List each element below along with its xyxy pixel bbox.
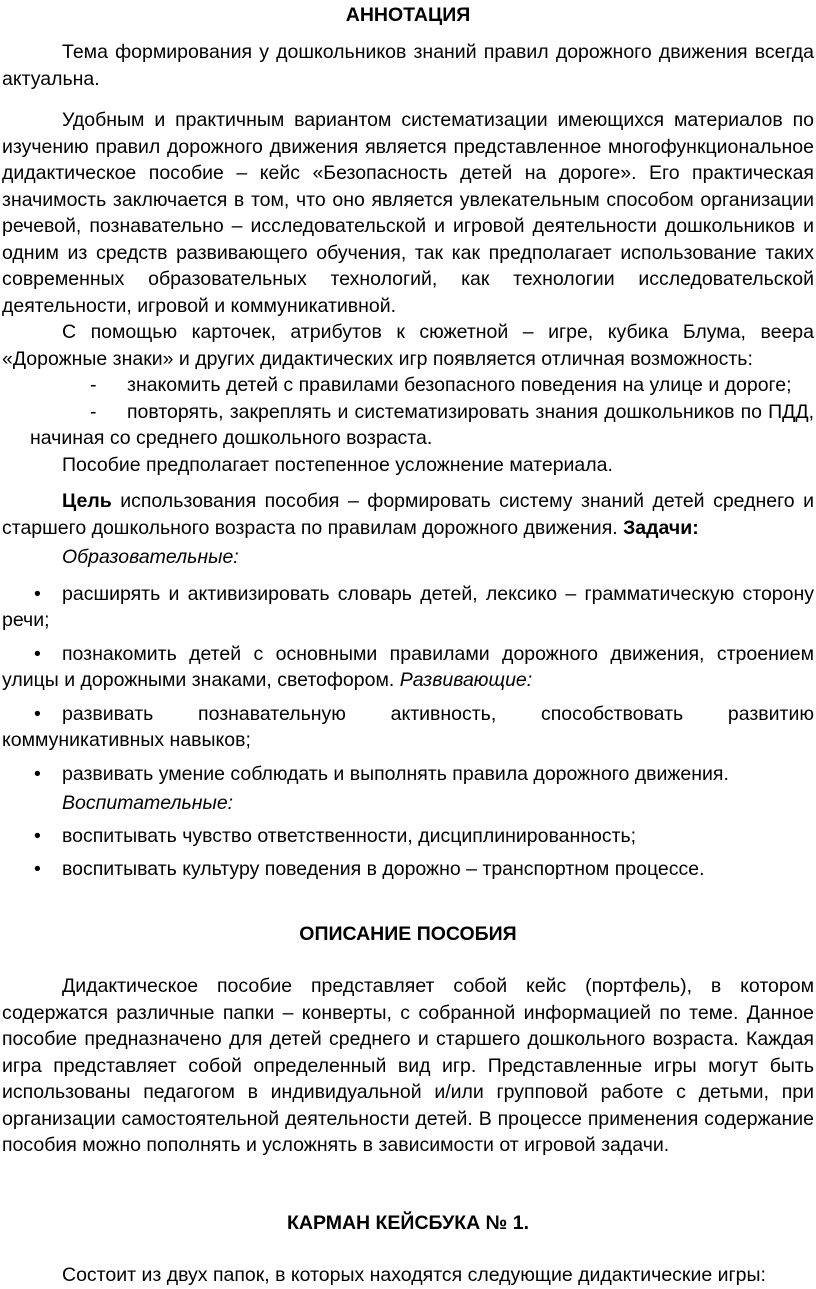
- bullet-item-6: [2, 856, 814, 883]
- bullet-marker: •: [34, 642, 41, 665]
- dash-list-item-1: [2, 372, 814, 399]
- bullet-text: развивать умение соблюдать и выполнять правила дорожного движения.: [62, 762, 729, 785]
- dash-list-item-2-wrapper: [2, 399, 814, 452]
- tasks-label: Задачи:: [623, 516, 699, 539]
- bullet-text: познакомить детей с основными правилами дорожного движения, строением улицы и дорожными знаками, светофором.: [2, 642, 814, 691]
- annotation-paragraph-1: Тема формирования у дошкольников знаний правил дорожного движения всегда актуальна.: [2, 41, 814, 90]
- bullet-marker: •: [34, 702, 41, 725]
- dash-list-text: повторять, закреплять и систематизировать знания дошкольников по ПДД, начиная со среднего дошкольного возраста.: [30, 400, 814, 449]
- bullet-text: развивать познавательную активность, способствовать развитию коммуникативных навыков;: [2, 702, 814, 751]
- bullet-marker: •: [34, 858, 41, 880]
- dash-list-item-2: [30, 399, 814, 452]
- bullet-item-5: [2, 823, 814, 850]
- bullet-marker: •: [34, 824, 41, 847]
- upbringing-subheading: Воспитательные:: [62, 792, 234, 814]
- description-paragraph: Дидактическое пособие представляет собой кейс (портфель), в котором содержатся различные папки – конверты, с собранной информацией по теме. Данное пособие предназначено для детей среднего и старшего дошкольного возраста. Каждая игра представляет собой определенный вид игр. Представленные игры могут быть использованы педагогом в индивидуальной и/или групповой работе с детьми, при организации самостоятельной деятельности детей. В процессе применения содержание пособия можно пополнять и усложнять в зависимости от игровой задачи.: [2, 975, 814, 1156]
- bullet-item-1: [2, 581, 814, 634]
- dash-list-text: знакомить детей с правилами безопасного поведения на улице и дороге;: [127, 374, 792, 396]
- dash-marker: -: [90, 374, 97, 396]
- goal-label: Цель: [62, 490, 112, 512]
- bullet-text: воспитывать культуру поведения в дорожно – транспортном процессе.: [62, 858, 705, 880]
- bullet-marker: •: [34, 582, 41, 605]
- bullet-item-4: [2, 761, 814, 788]
- bullet-text: воспитывать чувство ответственности, дисциплинированность;: [62, 824, 637, 847]
- dash-marker: -: [90, 400, 97, 423]
- goal-paragraph: [2, 488, 814, 541]
- educational-subheading: Образовательные:: [62, 546, 239, 568]
- bullet-text: расширять и активизировать словарь детей, лексико – грамматическую сторону речи;: [2, 582, 814, 631]
- developing-subheading: Развивающие:: [399, 669, 533, 691]
- annotation-paragraph-4: Пособие предполагает постепенное усложнение материала.: [62, 453, 613, 476]
- goal-text: использования пособия – формировать систему знаний детей среднего и старшего дошкольного возраста по правилам дорожного движения.: [2, 490, 814, 539]
- bullet-item-3: [2, 701, 814, 754]
- annotation-paragraph-3: С помощью карточек, атрибутов к сюжетной – игре, кубика Блума, веера «Дорожные знаки» и других дидактических игр появляется отличная возможность:: [2, 321, 814, 370]
- pocket-heading: КАРМАН КЕЙСБУКА № 1.: [286, 1211, 530, 1234]
- description-heading: ОПИСАНИЕ ПОСОБИЯ: [299, 922, 517, 945]
- bullet-item-2: [2, 641, 814, 694]
- annotation-paragraph-2: Удобным и практичным вариантом систематизации имеющихся материалов по изучению правил дорожного движения является представленное многофункциональное дидактическое пособие – кейс «Безопасность детей на дороге». Его практическая значимость заключается в том, что оно является увлекательным способом организации речевой, познавательно – исследовательской и игровой деятельности дошкольников и одним из средств развивающего обучения, так как предполагает использование таких современных образовательных технологий, как технологии исследовательской деятельности, игровой и коммуникативной.: [2, 109, 814, 317]
- pocket-paragraph: Состоит из двух папок, в которых находятся следующие дидактические игры:: [62, 1264, 766, 1286]
- annotation-heading: АННОТАЦИЯ: [345, 4, 471, 26]
- bullet-marker: •: [34, 762, 41, 785]
